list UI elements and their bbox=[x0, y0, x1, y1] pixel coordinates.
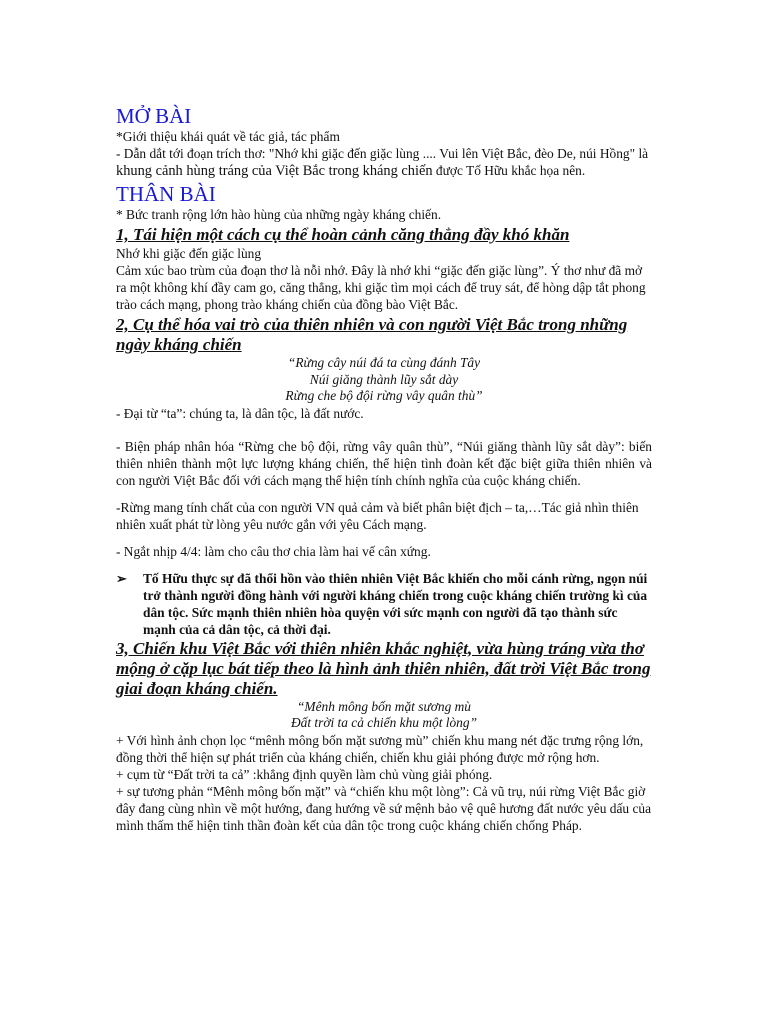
section-2-forest-note: -Rừng mang tính chất của con người VN quả cảm và biết phân biệt địch – ta,…Tác giả nhìn thiên nhiên xuất phát từ lòng yêu nước gắn với yêu Cách mạng. bbox=[116, 499, 639, 532]
section-3-image-note: + Với hình ảnh chọn lọc “mênh mông bốn mặt sương mù” chiến khu mang nét đặc trưng rộng lớn, đồng thời thể hiện sự phát triển của kháng chiến, chiến khu giải phóng được mở rộng hơn. bbox=[116, 732, 644, 765]
section-2-summary-bullet bbox=[116, 570, 652, 639]
section-1-heading: 1, Tái hiện một cách cụ thể hoàn cảnh căng thẳng đầy khó khăn bbox=[116, 225, 570, 244]
section-2-poem-line-1: “Rừng cây núi đá ta cùng đánh Tây bbox=[287, 355, 481, 370]
intro-text-a: - Dẫn dắt tới đoạn trích thơ: "Nhớ khi giặc đến giặc lùng .... Vui lên Việt Bắc, đèo De, núi Hồng" là bbox=[116, 146, 649, 161]
section-2-personification-note: - Biện pháp nhân hóa “Rừng che bộ đội, rừng vây quân thù”, “Núi giăng thành lũy sắt dày”: biến thiên nhiên thành một lực lượng kháng chiến, thể hiện tình đoàn kết đặc biệt giữa thiên nhiên và con người Việt Bắc đối với cách mạng thể hiện tính chính nghĩa của cuộc kháng chiến. bbox=[116, 438, 652, 488]
section-3-phrase-note: + cụm từ “Đất trời ta cả” :khẳng định quyền làm chủ vùng giải phóng. bbox=[116, 766, 493, 782]
section-1-quote: Nhớ khi giặc đến giặc lùng bbox=[116, 246, 262, 261]
section-3-heading: 3, Chiến khu Việt Bắc với thiên nhiên khắc nghiệt, vừa hùng tráng vừa thơ mộng ở cặp lục bát tiếp theo là hình ảnh thiên nhiên, đất trời Việt Bắc trong giai đoạn kháng chiến. bbox=[116, 638, 651, 698]
section-2-heading: 2, Cụ thể hóa vai trò của thiên nhiên và con người Việt Bắc trong những ngày kháng chiến bbox=[116, 315, 628, 354]
section-2-rhythm-note: - Ngắt nhịp 4/4: làm cho câu thơ chia làm hai vế cân xứng. bbox=[116, 543, 431, 559]
heading-mo-bai: MỞ BÀI bbox=[116, 104, 192, 128]
intro-text-c: được Tố Hữu khắc họa nên. bbox=[432, 163, 586, 178]
document-body bbox=[116, 104, 652, 834]
intro-paragraph bbox=[116, 145, 652, 180]
arrow-bullet-icon: ➢ bbox=[116, 570, 127, 586]
section-3-contrast-note: + sự tương phản “Mênh mông bốn mặt” và “chiến khu một lòng”: Cả vũ trụ, núi rừng Việt Bắc giờ đây đang cùng nhìn về một hướng, đang hướng về sứ mệnh bảo vệ quê hương đất nước yêu dấu của mình thấm thể hiện tinh thần đoàn kết của dân tộc trong cuộc kháng chiến chống Pháp. bbox=[116, 783, 652, 833]
section-3-poem-line-1: “Mênh mông bốn mặt sương mù bbox=[296, 698, 472, 714]
heading-than-bai: THÂN BÀI bbox=[116, 182, 216, 206]
section-2-summary-text: Tố Hữu thực sự đã thổi hồn vào thiên nhiên Việt Bắc khiến cho mỗi cánh rừng, ngọn núi trở thành người đồng hành với người kháng chiến trong cuộc kháng chiến trường kì của dân tộc. Sức mạnh thiên nhiên hòa quyện với sức mạnh con người đã tạo thành sức mạnh của cả dân tộc, cả thời đại. bbox=[143, 570, 648, 638]
intro-line: *Giới thiệu khái quát về tác giả, tác phẩm bbox=[116, 129, 340, 144]
section-3-poem-line-2: Đất trời ta cả chiến khu một lòng” bbox=[290, 715, 478, 731]
section-2-pronoun-note: - Đại từ “ta”: chúng ta, là dân tộc, là đất nước. bbox=[116, 405, 364, 421]
section-2-poem-line-3: Rừng che bộ đội rừng vây quân thù” bbox=[285, 388, 483, 403]
than-bai-intro: * Bức tranh rộng lớn hào hùng của những ngày kháng chiến. bbox=[116, 207, 442, 222]
section-2-poem-line-2: Núi giăng thành lũy sắt dày bbox=[309, 371, 459, 387]
intro-text-b: khung cảnh hùng tráng của Việt Bắc trong kháng chiến bbox=[116, 163, 433, 179]
section-1-text: Cảm xúc bao trùm của đoạn thơ là nỗi nhớ. Đây là nhớ khi “giặc đến giặc lùng”. Ý thơ như đã mở ra một không khí đầy cam go, căng thẳng, khi giặc tìm mọi cách để truy sát, để hòng dập tắt phong trào cách mạng, phong trào kháng chiến của đồng bào Việt Bắc. bbox=[116, 263, 646, 312]
